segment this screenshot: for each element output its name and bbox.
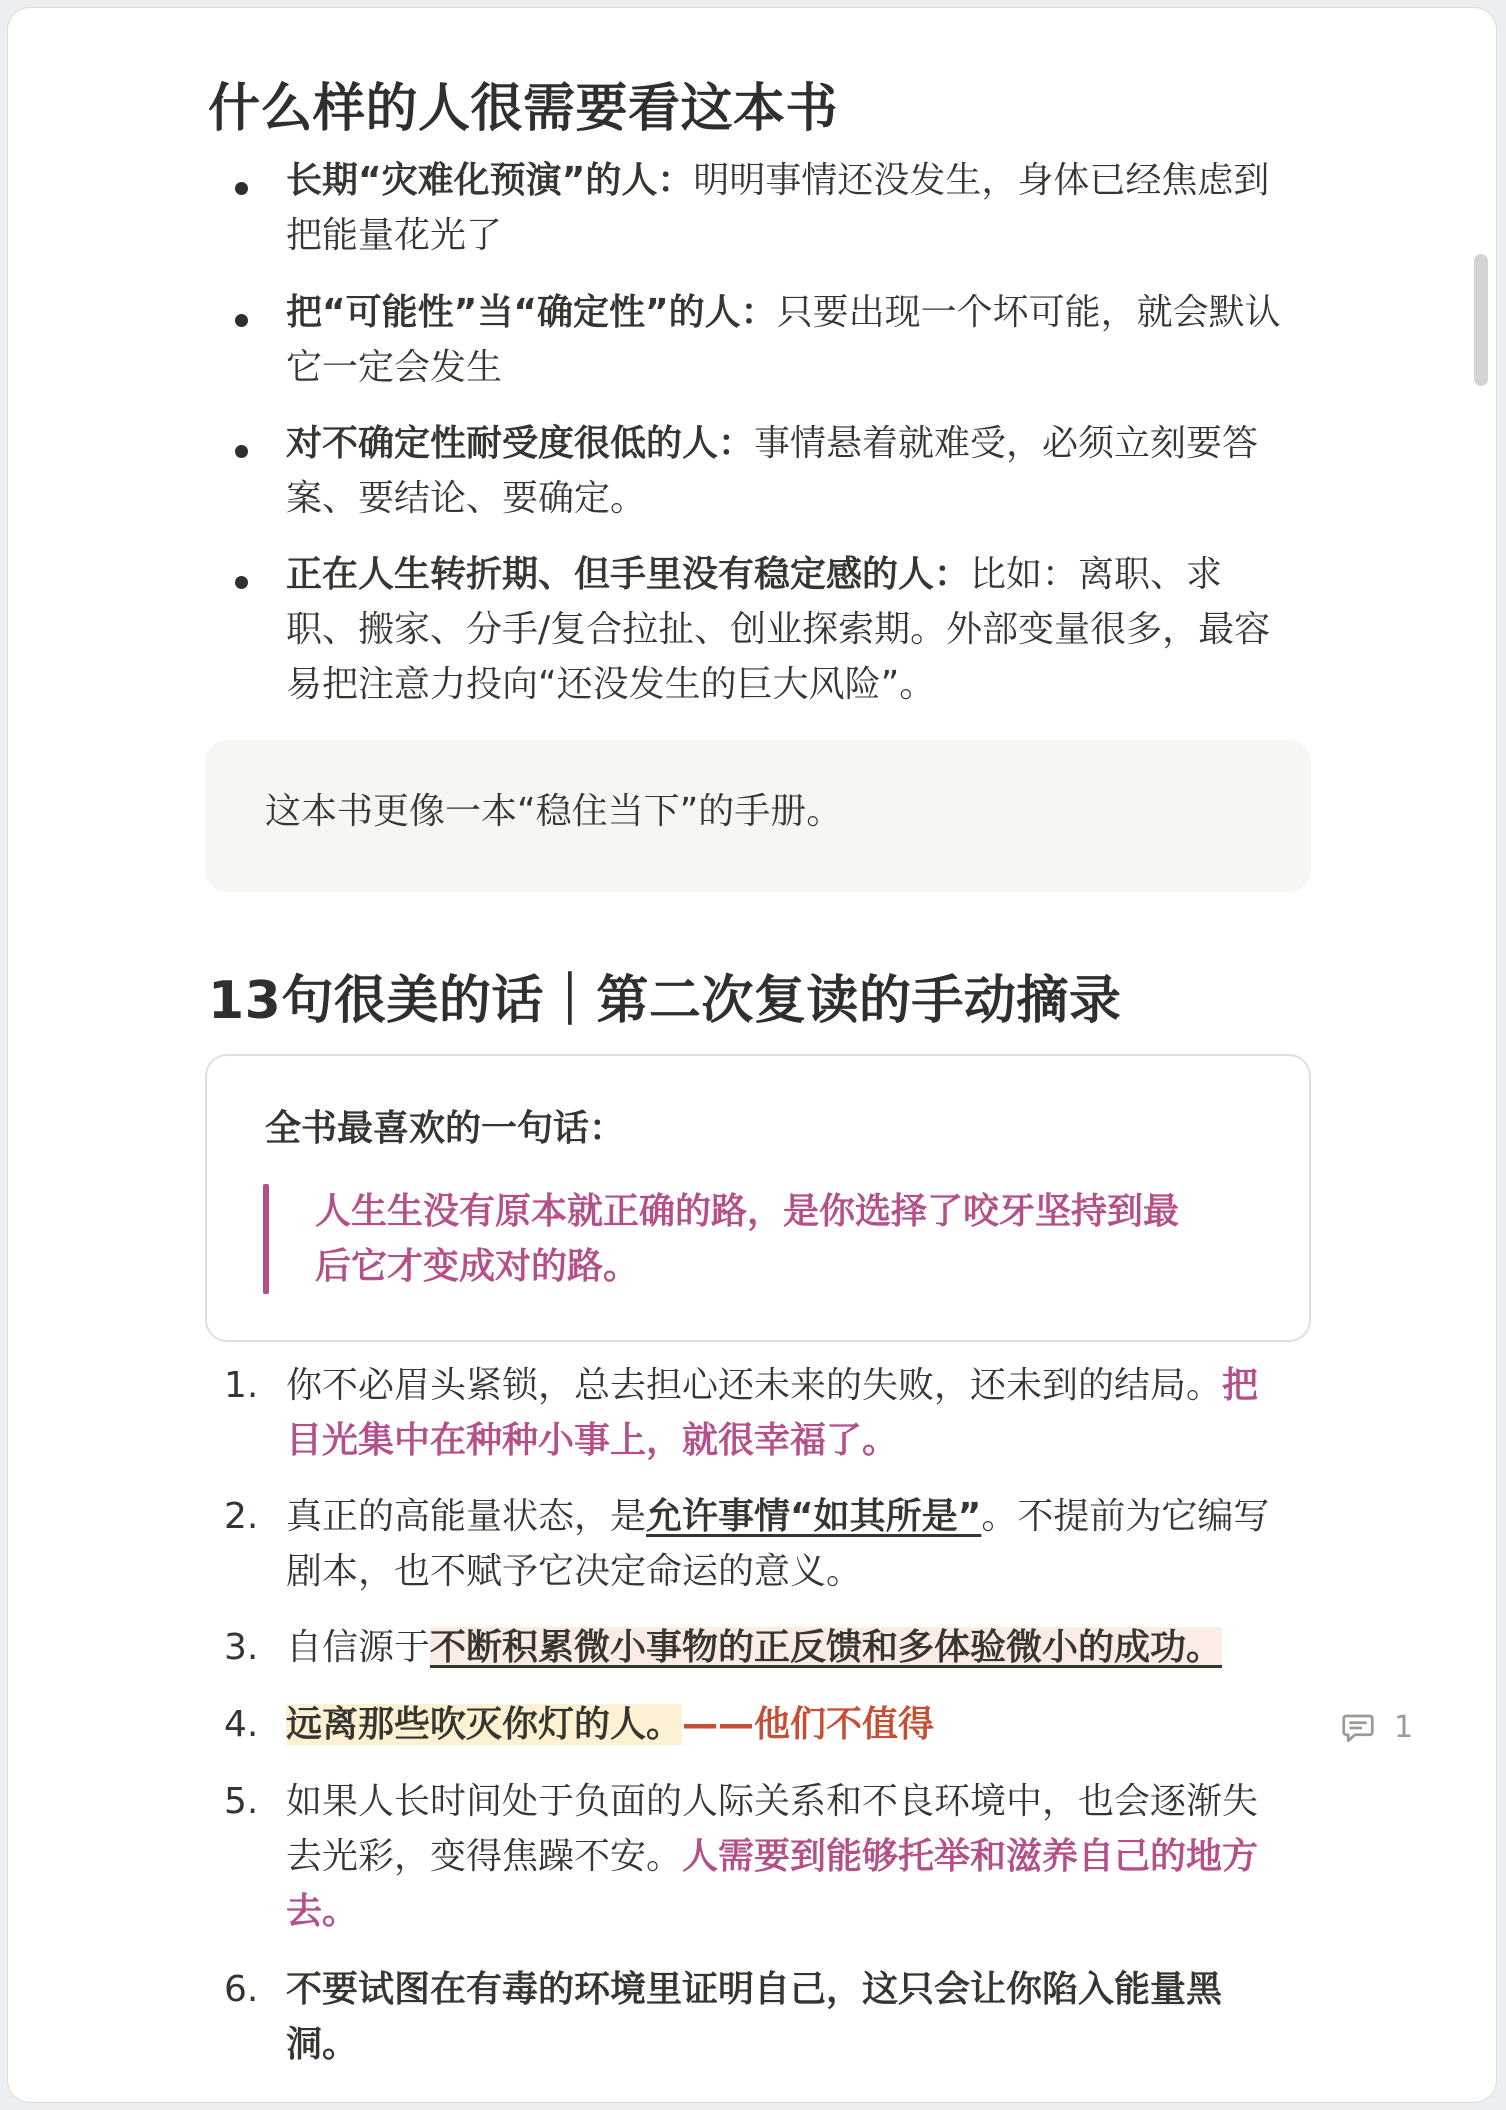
bullet-dot <box>235 445 248 458</box>
list-item-text: 对不确定性耐受度很低的人：事情悬着就难受，必须立刻要答案、要结论、要确定。 <box>286 423 1259 519</box>
list-number: 5. <box>224 1781 259 1822</box>
list-item-text: 你不必眉头紧锁，总去担心还未来的失败，还未到的结局。把目光集中在种种小事上，就很幸福了。 <box>286 1365 1259 1461</box>
quote-bar <box>263 1184 269 1294</box>
comment-icon <box>1340 1710 1376 1746</box>
bullet-dot <box>235 314 248 327</box>
callout-block <box>205 740 1311 892</box>
scrollbar-thumb[interactable] <box>1474 254 1488 386</box>
list-item-text: 长期“灾难化预演”的人：明明事情还没发生，身体已经焦虑到把能量花光了 <box>286 160 1270 256</box>
highlighted-text: 不断积累微小事物的正反馈和多体验微小的成功。 <box>430 1627 1223 1668</box>
document-page <box>8 8 1496 2102</box>
list-item-text: 不要试图在有毒的环境里证明自己，这只会让你陷入能量黑洞。 <box>286 1969 1223 2065</box>
list-number: 6. <box>224 1969 259 2010</box>
favorite-quote-box <box>205 1054 1311 1342</box>
list-number: 2. <box>224 1496 259 1537</box>
favorite-quote-text: 人生生没有原本就正确的路，是你选择了咬牙坚持到最后它才变成对的路。 <box>315 1191 1180 1287</box>
list-item-text: 如果人长时间处于负面的人际关系和不良环境中，也会逐渐失去光彩，变得焦躁不安。人需要到能够托举和滋养自己的地方去。 <box>286 1781 1259 1932</box>
list-item-text: 真正的高能量状态，是允许事情“如其所是”。不提前为它编写剧本，也不赋予它决定命运的意义。 <box>286 1496 1270 1592</box>
section-heading-quotes: 13句很美的话｜第二次复读的手动摘录 <box>208 971 1122 1031</box>
list-number: 3. <box>224 1627 259 1668</box>
list-number: 1. <box>224 1365 259 1406</box>
section-heading-audience: 什么样的人很需要看这本书 <box>208 79 839 139</box>
list-item-text: 正在人生转折期、但手里没有稳定感的人：比如：离职、求职、搬家、分手/复合拉扯、创业探索期。外部变量很多，最容易把注意力投向“还没发生的巨大风险”。 <box>286 554 1271 705</box>
commented-text[interactable]: 远离那些吹灭你灯的人。 <box>286 1704 683 1745</box>
comment-indicator[interactable] <box>1340 1706 1430 1750</box>
list-item-text: 把“可能性”当“确定性”的人：只要出现一个坏可能，就会默认它一定会发生 <box>286 292 1281 388</box>
list-item-text: 远离那些吹灭你灯的人。——他们不值得 <box>286 1704 935 1745</box>
list-number: 4. <box>224 1704 259 1745</box>
favorite-quote-label: 全书最喜欢的一句话： <box>265 1108 626 1149</box>
bullet-dot <box>235 182 248 195</box>
comment-count: 1 <box>1394 1710 1414 1745</box>
bullet-dot <box>235 576 248 589</box>
list-item-text: 自信源于不断积累微小事物的正反馈和多体验微小的成功。 <box>286 1627 1223 1668</box>
callout-text: 这本书更像一本“稳住当下”的手册。 <box>265 791 843 832</box>
